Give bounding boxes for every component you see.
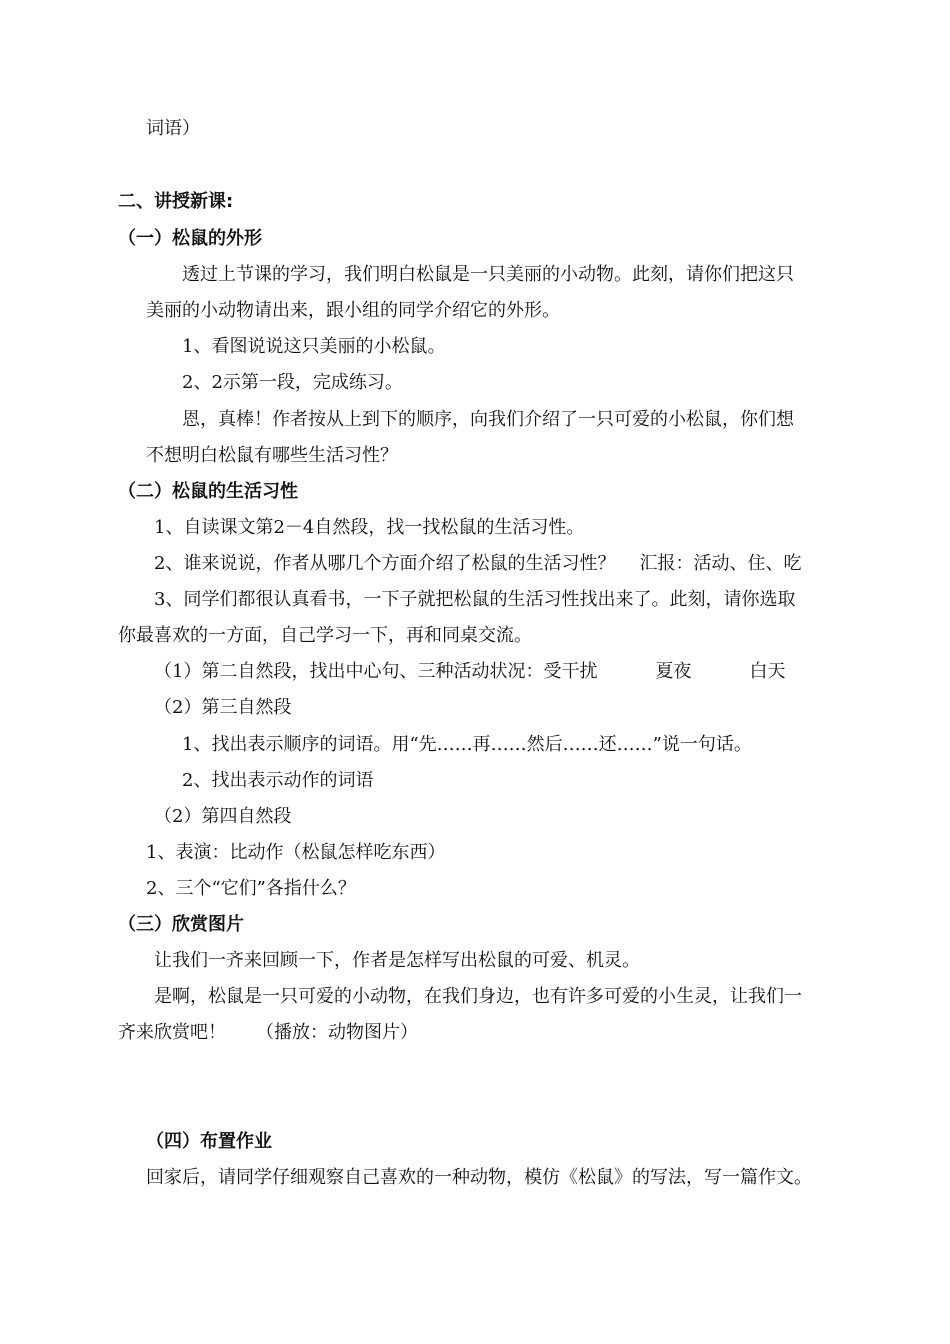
- list-item: 1、找出表示顺序的词语。用“先……再……然后……还……”说一句话。: [182, 734, 752, 755]
- list-item: [154, 552, 801, 576]
- playback-note: （播放：动物图片）: [256, 1022, 418, 1043]
- paragraph-line: 你最喜欢的一方面，自己学习一下，再和同桌交流。: [118, 625, 532, 646]
- paragraph-line: 是啊，松鼠是一只可爱的小动物，在我们身边，也有许多可爱的小生灵，让我们一: [154, 986, 802, 1007]
- paragraph-line: 3、同学们都很认真看书，一下子就把松鼠的生活习性找出来了。此刻，请你选取: [154, 589, 796, 610]
- paragraph-line: 回家后，请同学仔细观察自己喜欢的一种动物，模仿《松鼠》的写法，写一篇作文。: [146, 1167, 812, 1188]
- list-item: （2）第四自然段: [154, 806, 292, 827]
- subsection-heading-appearance: （一）松鼠的外形: [118, 228, 262, 249]
- list-item: 2、2示第一段，完成练习。: [182, 372, 403, 393]
- list-item: 2、三个“它们”各指什么？: [146, 878, 356, 899]
- list-item: 1、表演：比动作（松鼠怎样吃东西）: [146, 842, 446, 863]
- paragraph-line: 透过上节课的学习，我们明白松鼠是一只美丽的小动物。此刻，请你们把这只: [182, 264, 794, 285]
- paragraph-text: 齐来欣赏吧！: [118, 1022, 226, 1043]
- paragraph-line: [118, 1021, 418, 1045]
- subsection-heading-homework: （四）布置作业: [146, 1131, 272, 1152]
- continuation-text: 词语）: [146, 118, 200, 139]
- list-item-question: 2、谁来说说，作者从哪几个方面介绍了松鼠的生活习性？: [154, 553, 616, 574]
- subsection-heading-habits: （二）松鼠的生活习性: [118, 481, 298, 502]
- section-heading: 二、讲授新课:: [118, 191, 234, 212]
- paragraph-line: 让我们一齐来回顾一下，作者是怎样写出松鼠的可爱、机灵。: [154, 950, 640, 971]
- list-item: （2）第三自然段: [154, 697, 292, 718]
- list-item-main: （1）第二自然段，找出中心句、三种活动状况：受干扰: [154, 661, 598, 682]
- list-item: 1、看图说说这只美丽的小松鼠。: [182, 336, 446, 357]
- list-item: [154, 660, 785, 684]
- list-item: 1、自读课文第2－4自然段，找一找松鼠的生活习性。: [154, 517, 585, 538]
- list-item-summer-night: 夏夜: [655, 661, 692, 682]
- list-item: 2、找出表示动作的词语: [182, 770, 374, 791]
- list-item-daytime: 白天: [749, 661, 786, 682]
- paragraph-line: 美丽的小动物请出来，跟小组的同学介绍它的外形。: [146, 300, 560, 321]
- list-item-report: 汇报：活动、住、吃: [639, 553, 802, 574]
- paragraph-line: 不想明白松鼠有哪些生活习性？: [146, 445, 398, 466]
- paragraph-line: 恩，真棒！作者按从上到下的顺序，向我们介绍了一只可爱的小松鼠，你们想: [182, 409, 794, 430]
- subsection-heading-pictures: （三）欣赏图片: [118, 914, 244, 935]
